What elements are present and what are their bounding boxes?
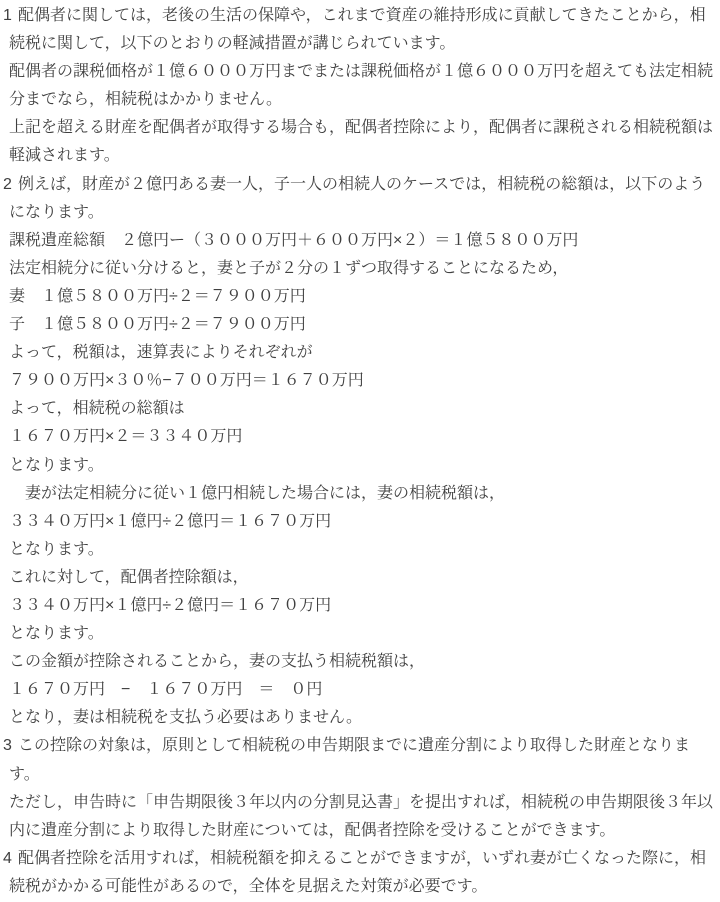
line-text: 妻 １億５８００万円÷２＝７９００万円 [9,287,306,305]
line-text: 軽減されます。 [9,147,120,165]
text-line [0,480,720,508]
text-line [0,2,720,30]
line-text: 配偶者に関しては，老後の生活の保障や，これまで資産の維持形成に貢献してきたことから，相 [18,7,706,24]
text-line [0,395,720,423]
item-number: 3 [3,737,12,755]
text-line [0,311,720,339]
text-line [0,732,720,760]
text-line [0,30,720,58]
text-line [0,142,720,170]
line-text: 法定相続分に従い分けると，妻と子が２分の１ずつ取得することになるため， [9,259,569,277]
line-text: ３３４０万円×１億円÷２億円＝１６７０万円 [9,596,332,614]
text-line [0,845,720,873]
line-text: となります。 [9,456,104,474]
line-text: ３３４０万円×１億円÷２億円＝１６７０万円 [9,512,332,530]
line-text: す。 [9,765,40,783]
item-number: 2 [3,175,12,193]
line-text: 妻が法定相続分に従い１億円相続した場合には，妻の相続税額は， [25,484,506,502]
line-text: 内に遺産分割により取得した財産については，配偶者控除を受けることができます。 [9,821,616,839]
text-line [0,761,720,789]
text-line [0,508,720,536]
line-text: になります。 [9,203,104,221]
line-text: 配偶者の課税価格が１億６０００万円までまたは課税価格が１億６０００万円を超えても法定相続 [9,63,714,81]
line-text: よって，税額は，速算表によりそれぞれが [9,344,313,362]
item-number: 4 [3,849,12,867]
text-line [0,536,720,564]
line-text: この金額が控除されることから，妻の支払う相続税額は， [9,653,426,671]
line-text: 例えば，財産が２億円ある妻一人，子一人の相続人のケースでは，相続税の総額は，以下のよう [18,175,706,193]
line-text: ただし，申告時に「申告期限後３年以内の分割見込書」を提出すれば，相続税の申告期限後３年以 [9,793,714,811]
line-text: １６７０万円×２＝３３４０万円 [9,428,243,446]
line-text: 続税に関して，以下のとおりの軽減措置が講じられています。 [9,35,456,53]
line-text: となります。 [9,625,104,643]
text-line [0,367,720,395]
text-line [0,171,720,199]
text-line [0,452,720,480]
line-text: １６７０万円 − １６７０万円 ＝ ０円 [9,681,323,699]
text-line [0,789,720,817]
line-text: 上記を超える財産を配偶者が取得する場合も，配偶者控除により，配偶者に課税される相続税額は [9,119,714,137]
text-line [0,817,720,845]
line-text: これに対して，配偶者控除額は， [9,568,249,586]
text-line [0,114,720,142]
line-text: この控除の対象は，原則として相続税の申告期限までに遺産分割により取得した財産となりま [18,737,691,755]
text-line [0,199,720,227]
line-text: 配偶者控除を活用すれば，相続税額を抑えることができますが，いずれ妻が亡くなった際に，相 [18,849,707,867]
text-line [0,58,720,86]
text-line [0,648,720,676]
line-text: 課税遺産総額 ２億円ー（３０００万円＋６００万円×２）＝１億５８００万円 [9,231,579,249]
text-line [0,620,720,648]
line-text: となり，妻は相続税を支払う必要はありません。 [9,709,362,727]
text-line [0,873,720,901]
text-line [0,255,720,283]
text-line [0,227,720,255]
line-text: となります。 [9,540,104,558]
text-line [0,423,720,451]
line-text: よって，相続税の総額は [9,400,185,418]
line-text: 分までなら，相続税はかかりません。 [9,91,282,109]
text-line [0,283,720,311]
line-text: 子 １億５８００万円÷２＝７９００万円 [9,316,306,334]
text-line [0,592,720,620]
text-line [0,86,720,114]
text-line [0,564,720,592]
line-text: 続税がかかる可能性があるので，全体を見据えた対策が必要です。 [9,877,488,895]
item-number: 1 [3,7,12,24]
text-line [0,704,720,732]
line-text: ７９００万円×３０％−７００万円＝１６７０万円 [9,372,364,390]
text-line [0,676,720,704]
text-line [0,339,720,367]
